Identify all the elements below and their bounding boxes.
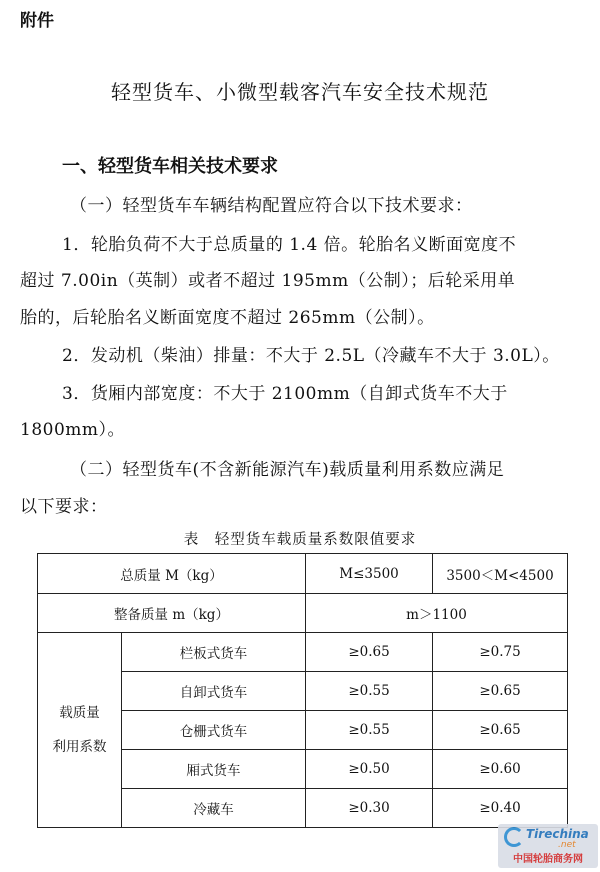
value-a: ≥0.50 (306, 750, 433, 789)
curb-mass-label: 整备质量 m（kg） (38, 594, 306, 633)
col-a-header: M≤3500 (306, 554, 433, 594)
document-title: 轻型货车、小微型载客汽车安全技术规范 (111, 80, 489, 104)
item1-line2: 超过 7.00in（英制）或者不超过 195mm（公制）；后轮采用单 (20, 271, 516, 291)
curb-mass-value: m＞1100 (306, 594, 568, 633)
vehicle-type: 厢式货车 (122, 750, 306, 789)
total-mass-label: 总质量 M（kg） (38, 554, 306, 594)
item2-text: 2．发动机（柴油）排量：不大于 2.5L（冷藏车不大于 3.0L）。 (62, 346, 560, 366)
vehicle-type: 自卸式货车 (122, 672, 306, 711)
vehicle-type: 仓栅式货车 (122, 711, 306, 750)
tirechina-logo-icon (504, 827, 524, 847)
section-heading: 一、轻型货车相关技术要求 (62, 156, 278, 177)
value-b: ≥0.75 (433, 633, 568, 672)
group-label (38, 633, 122, 828)
value-a: ≥0.55 (306, 711, 433, 750)
value-b: ≥0.65 (433, 672, 568, 711)
subsection-heading-2-line2: 以下要求： (20, 497, 108, 517)
item3-line2: 1800mm）。 (20, 420, 126, 440)
value-a: ≥0.55 (306, 672, 433, 711)
item3-line1: 3．货厢内部宽度：不大于 2100mm（自卸式货车不大于 (62, 384, 508, 404)
watermark-brand: Tirechina (526, 827, 589, 841)
coefficient-table (37, 553, 568, 828)
value-b: ≥0.40 (433, 789, 568, 828)
group-label-line2: 利用系数 (52, 739, 107, 755)
col-b-header: 3500＜M<4500 (433, 554, 568, 594)
site-watermark (498, 824, 598, 868)
value-a: ≥0.30 (306, 789, 433, 828)
table-caption: 表 轻型货车载质量系数限值要求 (183, 532, 417, 548)
attachment-label: 附件 (20, 11, 54, 31)
item1-line1: 1．轮胎负荷不大于总质量的 1.4 倍。轮胎名义断面宽度不 (62, 235, 517, 255)
subsection-heading-2-line1: （二）轻型货车(不含新能源汽车)载质量利用系数应满足 (70, 460, 505, 480)
vehicle-type: 栏板式货车 (122, 633, 306, 672)
vehicle-type: 冷藏车 (122, 789, 306, 828)
curb-mass-row (38, 594, 568, 633)
watermark-brand-suffix: .net (558, 840, 576, 850)
value-b: ≥0.60 (433, 750, 568, 789)
group-label-line1: 载质量 (59, 705, 100, 721)
table-header-row (38, 554, 568, 594)
value-a: ≥0.65 (306, 633, 433, 672)
value-b: ≥0.65 (433, 711, 568, 750)
item1-line3: 胎的，后轮胎名义断面宽度不超过 265mm（公制）。 (20, 308, 435, 328)
watermark-subtitle: 中国轮胎商务网 (513, 854, 583, 865)
table-row (38, 633, 568, 672)
subsection-heading-1: （一）轻型货车车辆结构配置应符合以下技术要求： (70, 196, 473, 216)
